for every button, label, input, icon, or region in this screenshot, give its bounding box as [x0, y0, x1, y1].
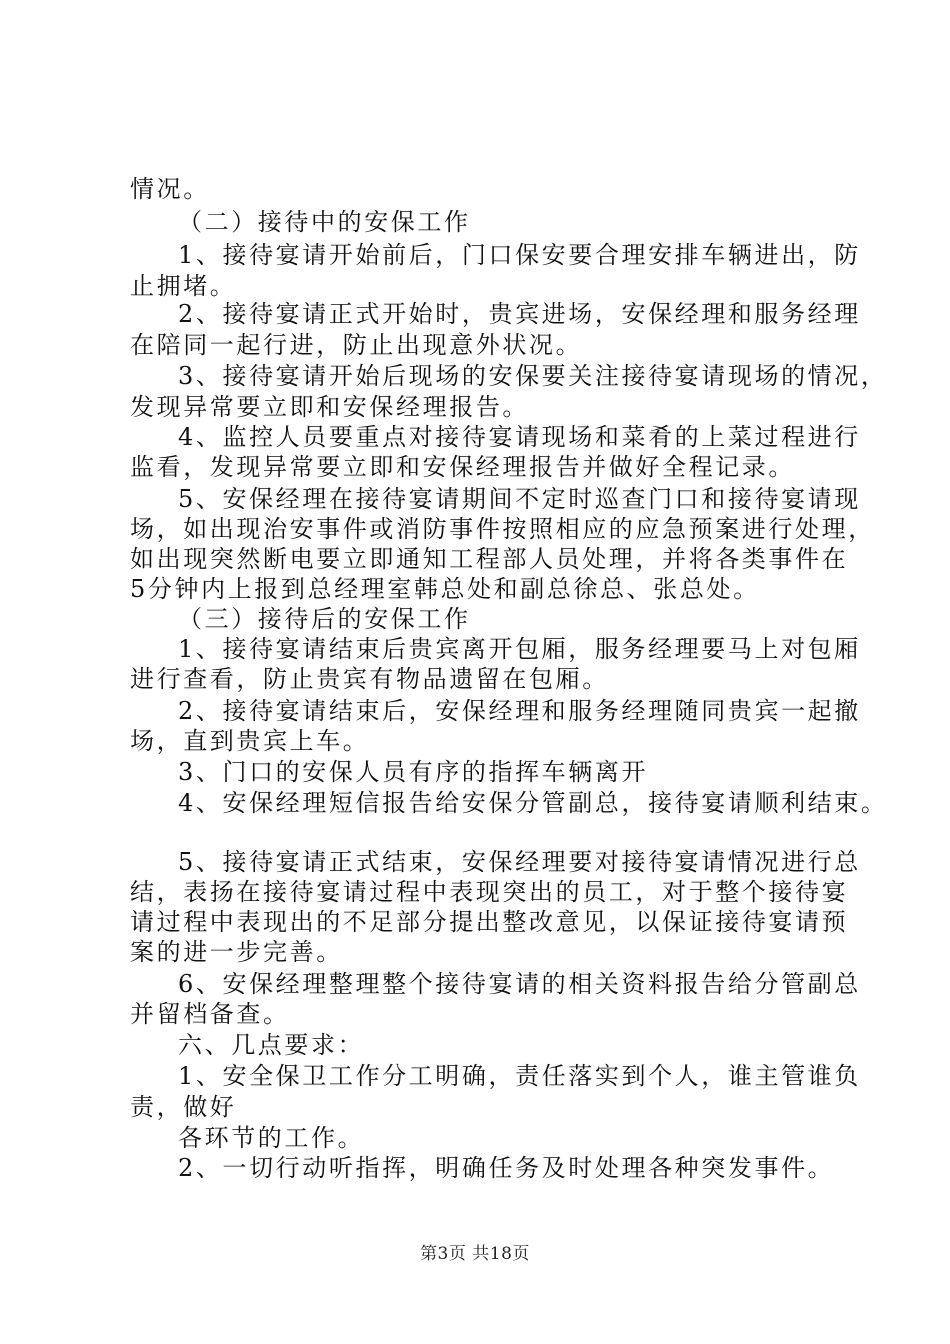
body-text-line: 各环节的工作。: [178, 1124, 365, 1152]
body-text-line: 3、接待宴请开始后现场的安保要关注接待宴请现场的情况，: [178, 362, 888, 390]
page-number-footer: 第3页 共18页: [420, 1244, 530, 1264]
body-text-line: 案的进一步完善。: [130, 938, 343, 966]
body-text-line: 2、接待宴请正式开始时，贵宾进场，安保经理和服务经理: [178, 300, 861, 328]
body-text-line: 责，做好: [130, 1093, 237, 1121]
body-text-line: 5、安保经理在接待宴请期间不定时巡查门口和接待宴请现: [178, 485, 861, 513]
body-text-line: 场，如出现治安事件或消防事件按照相应的应急预案进行处理，: [130, 515, 875, 543]
body-text-line: 2、接待宴请结束后，安保经理和服务经理随同贵宾一起撤: [178, 697, 861, 725]
body-text-line: 2、一切行动听指挥，明确任务及时处理各种突发事件。: [178, 1154, 835, 1182]
body-text-line: 并留档备查。: [130, 1000, 290, 1028]
body-text-line: 1、接待宴请开始前后，门口保安要合理安排车辆进出，防: [178, 241, 861, 269]
body-text-line: 5分钟内上报到总经理室韩总处和副总徐总、张总处。: [130, 575, 760, 603]
body-text-line: 5、接待宴请正式结束，安保经理要对接待宴请情况进行总: [178, 848, 861, 876]
body-text-line: 发现异常要立即和安保经理报告。: [130, 393, 529, 421]
section-heading: （二）接待中的安保工作: [178, 208, 471, 236]
body-text-line: 监看，发现异常要立即和安保经理报告并做好全程记录。: [130, 453, 795, 481]
body-text-line: 请过程中表现出的不足部分提出整改意见，以保证接待宴请预: [130, 908, 849, 936]
body-text-line: 4、监控人员要重点对接待宴请现场和菜肴的上菜过程进行: [178, 423, 861, 451]
body-text-line: 在陪同一起行进，防止出现意外状况。: [130, 331, 583, 359]
body-text-line: 止拥堵。: [130, 272, 237, 300]
body-text-line: 3、门口的安保人员有序的指挥车辆离开: [178, 758, 649, 786]
section-heading: 六、几点要求：: [178, 1031, 365, 1059]
body-text-line: 1、安全保卫工作分工明确，责任落实到个人，谁主管谁负: [178, 1062, 861, 1090]
section-heading: （三）接待后的安保工作: [178, 605, 471, 633]
body-text-line: 1、接待宴请结束后贵宾离开包厢，服务经理要马上对包厢: [178, 635, 861, 663]
body-text-line: 6、安保经理整理整个接待宴请的相关资料报告给分管副总: [178, 970, 861, 998]
body-text-line: 如出现突然断电要立即通知工程部人员处理，并将各类事件在: [130, 545, 849, 573]
body-text-line: 情况。: [130, 175, 210, 203]
body-text-line: 结，表扬在接待宴请过程中表现突出的员工，对于整个接待宴: [130, 878, 849, 906]
body-text-line: 4、安保经理短信报告给安保分管副总，接待宴请顺利结束。: [178, 789, 888, 817]
body-text-line: 场，直到贵宾上车。: [130, 727, 370, 755]
body-text-line: 进行查看，防止贵宾有物品遗留在包厢。: [130, 665, 609, 693]
